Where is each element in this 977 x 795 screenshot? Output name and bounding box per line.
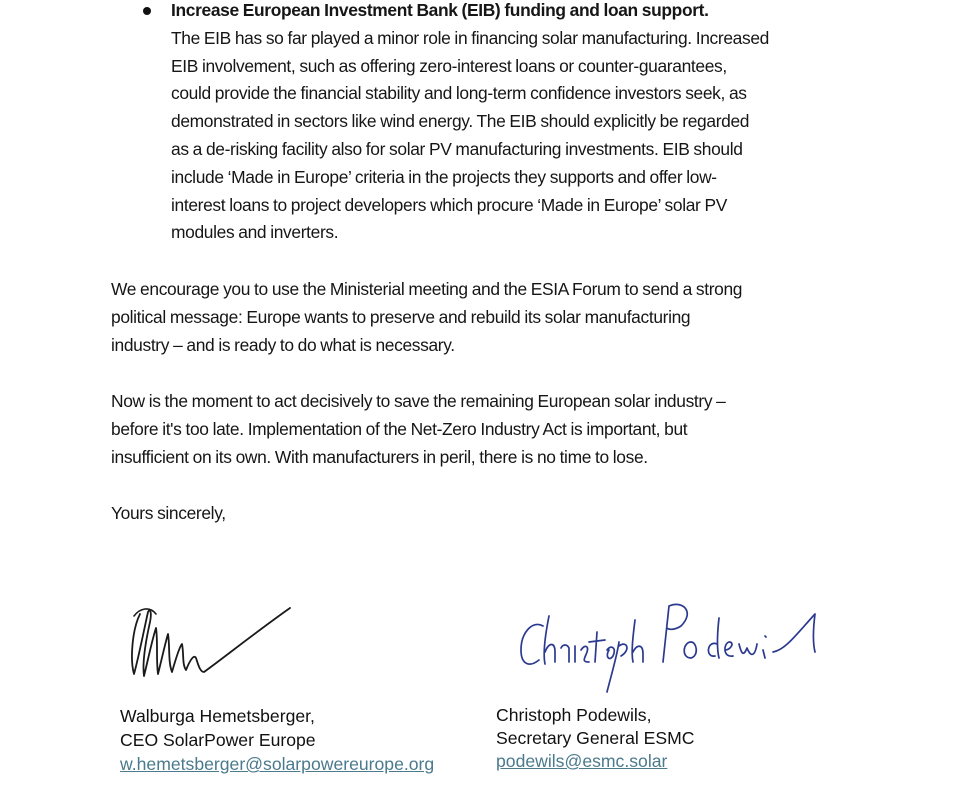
- paragraph-line: political message: Europe wants to preserve and rebuild its solar manufacturing: [111, 306, 691, 327]
- bullet-line: EIB involvement, such as offering zero-interest loans or counter-guarantees,: [171, 55, 727, 76]
- signatory-name: Walburga Hemetsberger,: [120, 706, 315, 726]
- bullet-icon: [143, 7, 151, 15]
- bullet-line: as a de-risking facility also for solar PV manufacturing investments. EIB should: [171, 138, 743, 159]
- bullet-line: modules and inverters.: [171, 222, 339, 243]
- bullet-heading: Increase European Investment Bank (EIB) funding and loan support.: [171, 0, 709, 20]
- signature-hemetsberger: [126, 600, 296, 682]
- signatory-block-hemetsberger: [120, 704, 434, 776]
- paragraph-line: We encourage you to use the Ministerial meeting and the ESIA Forum to send a strong: [111, 279, 743, 299]
- signatory-name: Christoph Podewils,: [496, 705, 652, 725]
- paragraph-encourage: [111, 276, 851, 359]
- paragraph-act-now: [111, 388, 851, 471]
- signatory-email-link[interactable]: w.hemetsberger@solarpowereurope.org: [120, 754, 435, 774]
- signatory-title: Secretary General ESMC: [496, 728, 695, 748]
- bullet-line: demonstrated in sectors like wind energy. The EIB should explicitly be regarded: [171, 111, 750, 132]
- closing-salutation: Yours sincerely,: [111, 503, 226, 523]
- bullet-content: [171, 0, 871, 247]
- signature-podewils: [515, 596, 835, 696]
- bullet-line: The EIB has so far played a minor role in financing solar manufacturing. Increased: [171, 27, 769, 48]
- paragraph-line: industry – and is ready to do what is necessary.: [111, 334, 455, 355]
- signatory-block-podewils: [496, 704, 695, 773]
- bullet-line: include ‘Made in Europe’ criteria in the projects they supports and offer low-: [171, 166, 717, 187]
- signatory-email-link[interactable]: podewils@esmc.solar: [496, 751, 668, 771]
- bullet-line: interest loans to project developers which procure ‘Made in Europe’ solar PV: [171, 194, 727, 215]
- signatory-title: CEO SolarPower Europe: [120, 730, 316, 750]
- bullet-line: could provide the financial stability and long-term confidence investors seek, as: [171, 83, 747, 104]
- paragraph-line: Now is the moment to act decisively to save the remaining European solar industry –: [111, 391, 726, 411]
- paragraph-line: before it's too late. Implementation of the Net-Zero Industry Act is important, but: [111, 418, 688, 439]
- paragraph-line: insufficient on its own. With manufacturers in peril, there is no time to lose.: [111, 446, 648, 467]
